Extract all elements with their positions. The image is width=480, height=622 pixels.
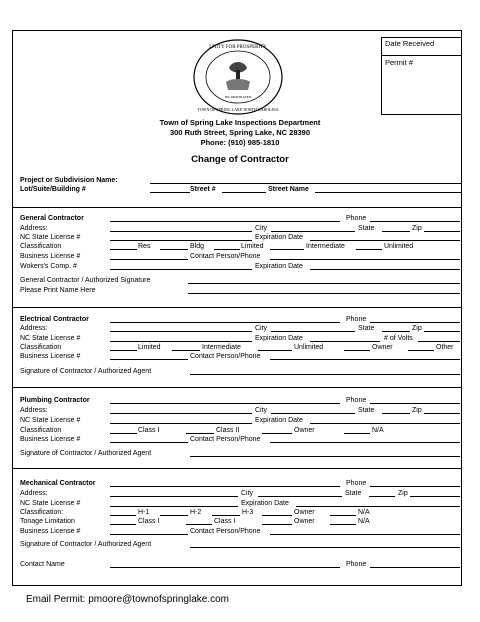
plumbing-contact-field[interactable] [270, 442, 460, 443]
street-name-field[interactable] [315, 192, 462, 193]
mechanical-city-label: City [241, 490, 254, 497]
general-business-license-label: Business License # [20, 253, 81, 260]
mechanical-na-label: N/A [358, 509, 370, 516]
electrical-limited-label: Limited [138, 344, 161, 351]
mechanical-owner-label: Owner [294, 509, 315, 516]
electrical-city-field[interactable] [271, 331, 355, 332]
plumbing-owner-checkbox[interactable] [262, 433, 292, 434]
mechanical-license-label: NC State License # [20, 500, 81, 507]
electrical-business-license-field[interactable] [110, 359, 188, 360]
mechanical-owner2-label: Owner [294, 518, 315, 525]
general-intermediate-checkbox[interactable] [270, 249, 304, 250]
electrical-zip-field[interactable] [424, 331, 460, 332]
electrical-business-license-label: Business License # [20, 353, 81, 360]
general-print-name-label: Please Print Name Here [20, 287, 96, 294]
general-signature-label: General Contractor / Authorized Signature [20, 277, 151, 284]
plumbing-contact-label: Contact Person/Phone [190, 436, 261, 443]
electrical-license-label: NC State License # [20, 335, 81, 342]
electrical-other-checkbox[interactable] [408, 350, 434, 351]
street-number-field[interactable] [222, 192, 266, 193]
plumbing-expiration-label: Expiration Date [255, 417, 303, 424]
section-divider [12, 307, 461, 308]
seal-bottom-text: TOWN OF SPRING LAKE NORTH CAROLINA [197, 107, 279, 112]
general-heading: General Contractor [20, 215, 84, 222]
general-city-field[interactable] [271, 231, 355, 232]
mechanical-contact-name-field[interactable] [110, 567, 340, 568]
street-name-label: Street Name [268, 186, 309, 193]
general-unlimited-checkbox[interactable] [356, 249, 382, 250]
mechanical-heading: Mechanical Contractor [20, 480, 96, 487]
general-res-label: Res [138, 243, 151, 250]
general-workers-comp-label: Wokers's Comp. # [20, 263, 77, 270]
electrical-address-label: Address: [20, 325, 48, 332]
electrical-expiration-label: Expiration Date [255, 335, 303, 342]
general-expiration-label: Expiration Date [255, 234, 303, 241]
general-limited-label: Limited [241, 243, 264, 250]
general-signature-field[interactable] [188, 283, 460, 284]
mechanical-classification-label: Classification: [20, 509, 64, 516]
plumbing-owner-label: Owner [294, 427, 315, 434]
mechanical-na2-label: N/A [358, 518, 370, 525]
electrical-owner-checkbox[interactable] [344, 350, 370, 351]
plumbing-license-label: NC State License # [20, 417, 81, 424]
mechanical-class2-label: Class I [214, 518, 236, 525]
mechanical-class1-checkbox[interactable] [110, 524, 136, 525]
mechanical-signature-label: Signature of Contractor / Authorized Agent [20, 541, 152, 548]
section-divider [12, 207, 461, 208]
project-name-field[interactable] [150, 183, 462, 184]
general-state-label: State [358, 225, 375, 232]
section-divider [12, 387, 461, 388]
section-divider [12, 468, 461, 469]
electrical-signature-label: Signature of Contractor / Authorized Agent [20, 368, 152, 375]
plumbing-signature-label: Signature of Contractor / Authorized Agent [20, 450, 152, 457]
plumbing-name-field[interactable] [110, 403, 340, 404]
mechanical-owner2-checkbox[interactable] [262, 524, 292, 525]
general-workers-exp-label: Expiration Date [255, 263, 303, 270]
mechanical-h3-label: H-3 [242, 509, 254, 516]
electrical-contact-label: Contact Person/Phone [190, 353, 261, 360]
electrical-city-label: City [255, 325, 268, 332]
mechanical-class1-label: Class I [138, 518, 160, 525]
electrical-unlimited-checkbox[interactable] [258, 350, 292, 351]
plumbing-signature-field[interactable] [190, 456, 460, 457]
date-received-label: Date Received [385, 39, 435, 48]
mechanical-class2-checkbox[interactable] [186, 524, 212, 525]
general-res-checkbox[interactable] [110, 249, 137, 250]
electrical-address-field[interactable] [110, 331, 252, 332]
general-city-label: City [255, 225, 268, 232]
general-business-license-field[interactable] [110, 259, 188, 260]
plumbing-classification-label: Classification [20, 427, 62, 434]
general-expiration-field[interactable] [310, 240, 460, 241]
electrical-state-field[interactable] [382, 331, 410, 332]
mechanical-contact-phone-label: Phone [346, 561, 367, 568]
mechanical-owner-checkbox[interactable] [262, 515, 292, 516]
mechanical-zip-field[interactable] [410, 496, 460, 497]
electrical-intermediate-label: Intermediate [202, 344, 241, 351]
mechanical-expiration-label: Expiration Date [241, 500, 289, 507]
electrical-name-field[interactable] [110, 322, 340, 323]
electrical-contact-field[interactable] [270, 359, 460, 360]
mechanical-h1-label: H-1 [138, 509, 150, 516]
general-phone-label: Phone [346, 215, 367, 222]
department-phone: Phone: (910) 985-1810 [200, 138, 280, 147]
general-bldg-label: Bldg [190, 243, 205, 250]
general-state-field[interactable] [382, 231, 410, 232]
page-title: Change of Contractor [191, 154, 289, 165]
lot-field[interactable] [150, 192, 190, 193]
general-license-field[interactable] [110, 240, 252, 241]
general-bldg-checkbox[interactable] [160, 249, 188, 250]
general-contact-field[interactable] [270, 259, 460, 260]
mechanical-na-checkbox[interactable] [330, 515, 356, 516]
mechanical-phone-label: Phone [346, 480, 367, 487]
electrical-license-field[interactable] [110, 341, 252, 342]
electrical-phone-field[interactable] [370, 322, 460, 323]
general-intermediate-label: Intermediate [306, 243, 345, 250]
plumbing-business-license-label: Business License # [20, 436, 81, 443]
plumbing-city-field[interactable] [271, 413, 355, 414]
mechanical-license-field[interactable] [110, 506, 238, 507]
electrical-expiration-field[interactable] [310, 341, 380, 342]
mechanical-contact-label: Contact Person/Phone [190, 528, 261, 535]
electrical-volts-label: # of Volts [384, 335, 413, 342]
electrical-owner-label: Owner [372, 344, 393, 351]
mechanical-state-field[interactable] [369, 496, 395, 497]
general-print-name-field[interactable] [188, 293, 460, 294]
general-address-field[interactable] [110, 231, 252, 232]
status-box-divider [381, 55, 461, 56]
general-address-label: Address: [20, 225, 48, 232]
seal-top-text: UNITY FOR PROSPERITY [209, 45, 267, 50]
mechanical-business-license-label: Business License # [20, 528, 81, 535]
mechanical-contact-phone-field[interactable] [370, 567, 460, 568]
plumbing-address-field[interactable] [110, 413, 252, 414]
plumbing-expiration-field[interactable] [310, 423, 460, 424]
seal-emblem-icon [226, 62, 250, 90]
general-workers-exp-field[interactable] [310, 269, 460, 270]
plumbing-state-field[interactable] [382, 413, 410, 414]
electrical-volts-field[interactable] [418, 341, 460, 342]
general-contact-label: Contact Person/Phone [190, 253, 261, 260]
plumbing-address-label: Address: [20, 407, 48, 414]
general-limited-checkbox[interactable] [214, 249, 240, 250]
plumbing-class1-checkbox[interactable] [110, 433, 137, 434]
plumbing-heading: Plumbing Contractor [20, 397, 90, 404]
plumbing-zip-field[interactable] [424, 413, 460, 414]
seal-inner-text: INCORPORATED [224, 95, 252, 99]
mechanical-address-label: Address: [20, 490, 48, 497]
mechanical-address-field[interactable] [110, 496, 238, 497]
plumbing-license-field[interactable] [110, 423, 252, 424]
plumbing-class2-label: Class II [216, 427, 240, 434]
plumbing-class2-checkbox[interactable] [186, 433, 214, 434]
plumbing-zip-label: Zip [412, 407, 422, 414]
electrical-other-label: Other [436, 344, 454, 351]
electrical-heading: Electrical Contractor [20, 316, 89, 323]
mechanical-na2-checkbox[interactable] [330, 524, 356, 525]
general-unlimited-label: Unlimited [384, 243, 414, 250]
plumbing-phone-label: Phone [346, 397, 367, 404]
mechanical-h2-checkbox[interactable] [160, 515, 188, 516]
mechanical-tonage-label: Tonage Limitation [20, 518, 75, 525]
town-seal [192, 38, 284, 116]
mechanical-contact-field[interactable] [270, 534, 460, 535]
permit-number-label: Permit # [385, 58, 413, 67]
electrical-intermediate-checkbox[interactable] [172, 350, 200, 351]
mechanical-phone-field[interactable] [370, 486, 460, 487]
plumbing-business-license-field[interactable] [110, 442, 188, 443]
mechanical-name-field[interactable] [110, 486, 340, 487]
mechanical-zip-label: Zip [398, 490, 408, 497]
plumbing-phone-field[interactable] [370, 403, 460, 404]
general-zip-label: Zip [412, 225, 422, 232]
status-box [381, 37, 462, 115]
electrical-classification-label: Classification [20, 344, 62, 351]
department-name: Town of Spring Lake Inspections Department [159, 118, 321, 127]
mechanical-h3-checkbox[interactable] [212, 515, 240, 516]
mechanical-business-license-field[interactable] [110, 534, 188, 535]
general-zip-field[interactable] [424, 231, 460, 232]
mechanical-signature-field[interactable] [190, 547, 460, 548]
mechanical-h1-checkbox[interactable] [110, 515, 136, 516]
project-name-label: Project or Subdivision Name: [20, 177, 118, 184]
plumbing-na-checkbox[interactable] [344, 433, 370, 434]
plumbing-class1-label: Class I [138, 427, 160, 434]
general-phone-field[interactable] [370, 221, 460, 222]
mechanical-city-field[interactable] [258, 496, 342, 497]
electrical-unlimited-label: Unlimited [294, 344, 324, 351]
department-address: 300 Ruth Street, Spring Lake, NC 28390 [169, 128, 311, 137]
electrical-phone-label: Phone [346, 316, 367, 323]
mechanical-h2-label: H-2 [190, 509, 202, 516]
plumbing-city-label: City [255, 407, 268, 414]
electrical-zip-label: Zip [412, 325, 422, 332]
electrical-state-label: State [358, 325, 375, 332]
email-permit-footer: Email Permit: pmoore@townofspringlake.com [26, 594, 230, 605]
general-license-label: NC State License # [20, 234, 81, 241]
plumbing-na-label: N/A [372, 427, 384, 434]
general-name-field[interactable] [110, 221, 340, 222]
general-workers-comp-field[interactable] [110, 269, 252, 270]
mechanical-expiration-field[interactable] [296, 506, 460, 507]
electrical-limited-checkbox[interactable] [110, 350, 137, 351]
mechanical-contact-name-label: Contact Name [20, 561, 65, 568]
mechanical-state-label: State [345, 490, 362, 497]
general-classification-label: Classification [20, 243, 62, 250]
lot-label: Lot/Suite/Building # [20, 186, 86, 193]
plumbing-state-label: State [358, 407, 375, 414]
electrical-signature-field[interactable] [190, 374, 460, 375]
street-number-label: Street # [190, 186, 216, 193]
